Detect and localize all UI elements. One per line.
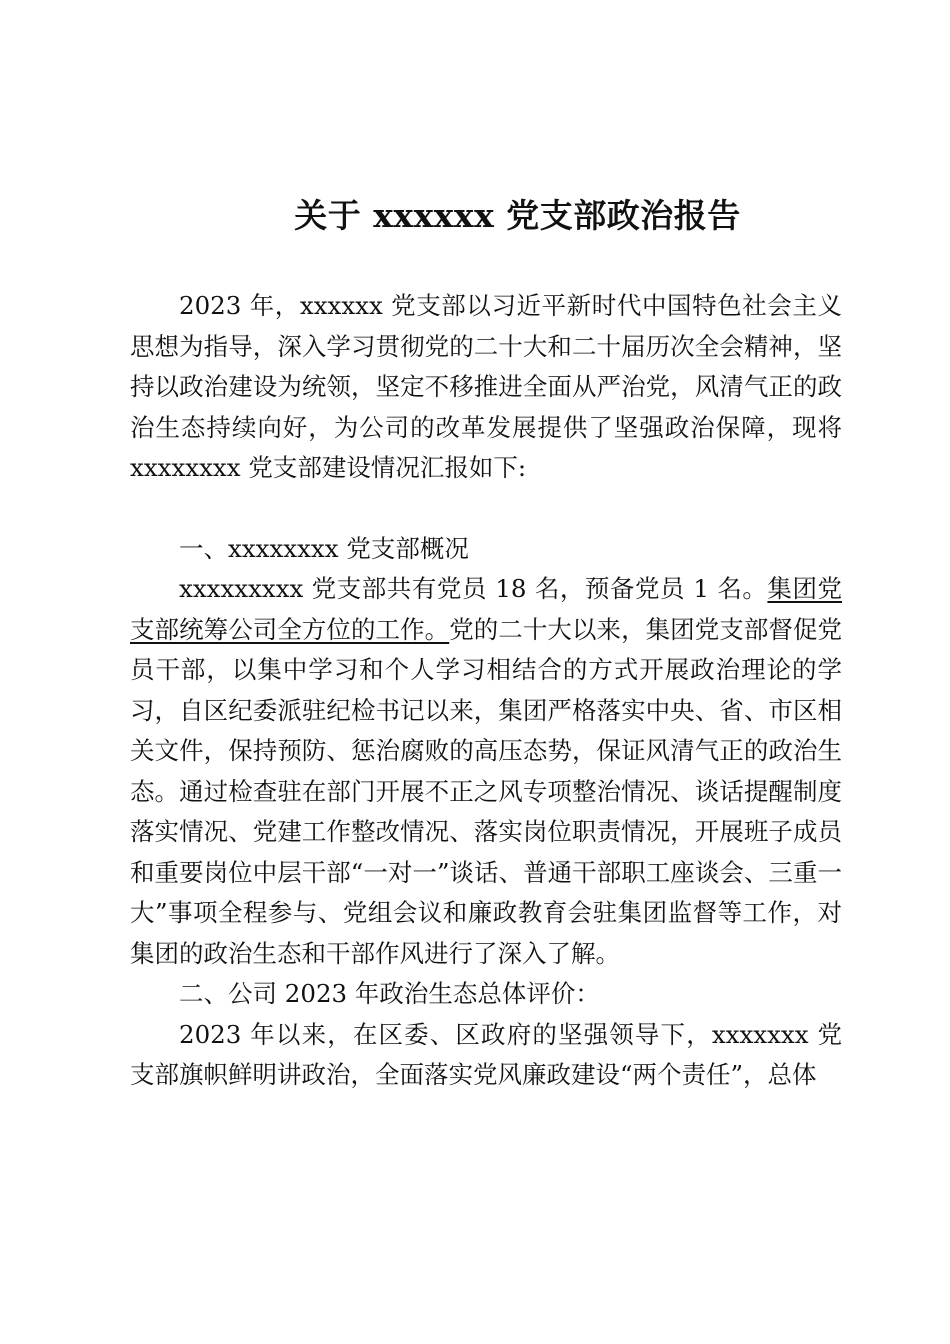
intro-paragraph: 2023 年，xxxxxx 党支部以习近平新时代中国特色社会主义思想为指导，深入学习贯彻党的二十大和二十届历次全会精神，坚持以政治建设为统领，坚定不移推进全面从严治党，风清气正的政治生态持续向好，为公司的改革发展提供了坚强政治保障，现将 xxxxxxxx 党支部建设情况汇报如下: (130, 291, 842, 482)
section-1-paragraph-rest: 党的二十大以来，集团党支部督促党员干部，以集中学习和个人学习相结合的方式开展政治理论的学习，自区纪委派驻纪检书记以来，集团严格落实中央、省、市区相关文件，保持预防、惩治腐败的高压态势，保证风清气正的政治生态。通过检查驻在部门开展不正之风专项整治情况、谈话提醒制度落实情况、党建工作整改情况、落实岗位职责情况，开展班子成员和重要岗位中层干部“一对一”谈话、普通干部职工座谈会、三重一大”事项全程参与、党组会议和廉政教育会驻集团监督等工作，对集团的政治生态和干部作风进行了深入了解。 (130, 614, 843, 968)
section-2-paragraph: 2023 年以来，在区委、区政府的坚强领导下，xxxxxxx 党支部旗帜鲜明讲政治，全面落实党风廉政建设“两个责任”，总体 (130, 1019, 842, 1089)
section-1-paragraph-start: xxxxxxxxx 党支部共有党员 18 名，预备党员 1 名。 (179, 574, 768, 603)
section-1-paragraph (130, 569, 842, 974)
document-title: 关于 xxxxxx 党支部政治报告 (294, 196, 741, 235)
underlined-sentence: 集团党支部统筹公司全方位的工作。 (130, 574, 843, 644)
section-1-heading: 一、xxxxxxxx 党支部概况 (179, 533, 469, 563)
section-2-heading: 二、公司 2023 年政治生态总体评价： (179, 979, 600, 1008)
document-body (130, 286, 842, 1096)
